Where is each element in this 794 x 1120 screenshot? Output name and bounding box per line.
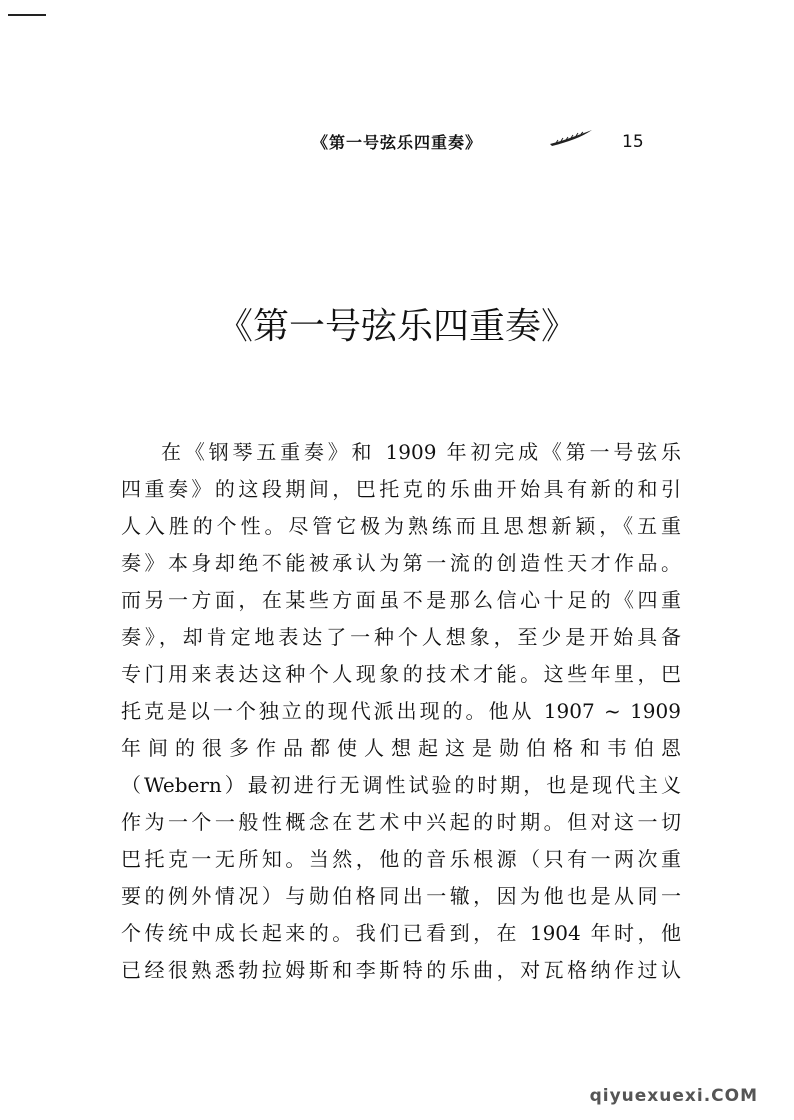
body-line: 在《钢琴五重奏》和 1909 年初完成《第一号弦乐 — [161, 440, 681, 464]
body-line: 托克是以一个独立的现代派出现的。他从 1907 ~ 1909 — [121, 699, 681, 723]
corner-rule — [8, 14, 46, 16]
body-line: 专门用来表达这种个人现象的技术才能。这些年里，巴 — [121, 662, 681, 686]
chapter-title: 《第一号弦乐四重奏》 — [216, 306, 577, 347]
body-line: 已经很熟悉勃拉姆斯和李斯特的乐曲，对瓦格纳作过认 — [121, 958, 681, 982]
body-line: 巴托克一无所知。当然，他的音乐根源（只有一两次重 — [121, 847, 681, 871]
body-line: 要的例外情况）与勋伯格同出一辙，因为他也是从同一 — [121, 884, 681, 908]
body-line: 个传统中成长起来的。我们已看到，在 1904 年时，他 — [121, 921, 681, 945]
running-head-title: 《第一号弦乐四重奏》 — [312, 133, 483, 152]
body-line: （Webern）最初进行无调性试验的时期，也是现代主义 — [121, 773, 681, 797]
site-watermark: qiyuexuexi.COM — [589, 1086, 758, 1106]
body-line: 四重奏》的这段期间，巴托克的乐曲开始具有新的和引 — [121, 477, 681, 501]
body-line: 奏》，却肯定地表达了一种个人想象，至少是开始具备 — [121, 625, 681, 649]
page-number: 15 — [622, 132, 644, 152]
body-line: 人入胜的个性。尽管它极为熟练而且思想新颖，《五重 — [121, 514, 681, 538]
quill-ornament-icon — [548, 128, 594, 148]
body-line: 作为一个一般性概念在艺术中兴起的时期。但对这一切 — [121, 810, 681, 834]
body-line: 年间的很多作品都使人想起这是勋伯格和韦伯恩 — [121, 736, 681, 760]
body-line: 而另一方面，在某些方面虽不是那么信心十足的《四重 — [121, 588, 681, 612]
body-line: 奏》本身却绝不能被承认为第一流的创造性天才作品。 — [121, 551, 681, 575]
body-paragraph — [121, 434, 681, 989]
